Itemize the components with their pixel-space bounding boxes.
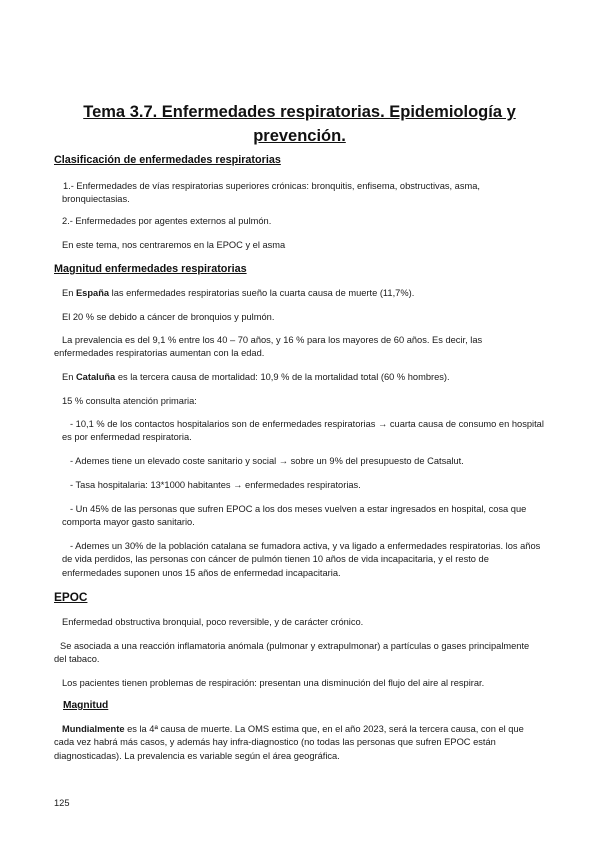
paragraph: Enfermedad obstructiva bronquial, poco reversible, y de carácter crónico. [62, 617, 364, 627]
paragraph: 2.- Enfermedades por agentes externos al pulmón. [62, 216, 272, 226]
paragraph: En España las enfermedades respiratorias sueño la cuarta causa de muerte (11,7%). [62, 288, 415, 298]
page-number: 125 [54, 798, 70, 808]
paragraph: - Ademes un 30% de la población catalana se fumadora activa, y va ligado a enfermedades respiratorias. los años de vida perdidos, las personas con cáncer de pulmón tienen 10 años de vida incapacitaria, y el resto de enfermedades suponen unos 15 años de enfermedad incapacitaria. [62, 541, 541, 578]
paragraph: 1.- Enfermedades de vías respiratorias superiores crónicas: bronquitis, enfisema, obstructivas, asma, bronquiectasias. [62, 181, 480, 205]
document-title: Tema 3.7. Enfermedades respiratorias. Epidemiología y prevención. [83, 103, 516, 145]
heading-magnitud-enfermedades: Magnitud enfermedades respiratorias [54, 263, 247, 275]
paragraph: En este tema, nos centraremos en la EPOC y el asma [62, 240, 286, 250]
heading-clasificacion: Clasificación de enfermedades respiratorias [54, 154, 281, 166]
paragraph: Los pacientes tienen problemas de respiración: presentan una disminución del flujo del aire al respirar. [62, 678, 485, 688]
paragraph: Mundialmente es la 4ª causa de muerte. La OMS estima que, en el año 2023, será la tercera causa, con el que cada vez habrá más casos, y además hay infra-diagnostico (no todas las personas que sufren EPOC están diagnosticadas). La prevalencia es variable según el área geográfica. [54, 724, 524, 761]
paragraph: - Un 45% de las personas que sufren EPOC a los dos meses vuelven a estar ingresados en hospital, cosa que comporta mayor gasto sanitario. [62, 504, 527, 528]
paragraph: - Ademes tiene un elevado coste sanitario y social → sobre un 9% del presupuesto de Catsalut. [70, 456, 464, 466]
paragraph: El 20 % se debido a cáncer de bronquios y pulmón. [62, 312, 275, 322]
heading-epoc: EPOC [54, 590, 88, 604]
paragraph: En Cataluña es la tercera causa de mortalidad: 10,9 % de la mortalidad total (60 % hombres). [62, 372, 450, 382]
paragraph: - 10,1 % de los contactos hospitalarios son de enfermedades respiratorias → cuarta causa de consumo en hospital es por enfermedad respiratoria. [62, 419, 544, 443]
paragraph: La prevalencia es del 9,1 % entre los 40 – 70 años, y 16 % para los mayores de 60 años. Es decir, las enfermedades respiratorias aumentan con la edad. [54, 335, 483, 359]
heading-magnitud: Magnitud [63, 700, 109, 711]
paragraph: 15 % consulta atención primaria: [62, 396, 197, 406]
paragraph: - Tasa hospitalaria: 13*1000 habitantes → enfermedades respiratorias. [70, 480, 361, 490]
paragraph: Se asociada a una reacción inflamatoria anómala (pulmonar y extrapulmonar) a partículas o gases principalmente del tabaco. [54, 641, 530, 665]
